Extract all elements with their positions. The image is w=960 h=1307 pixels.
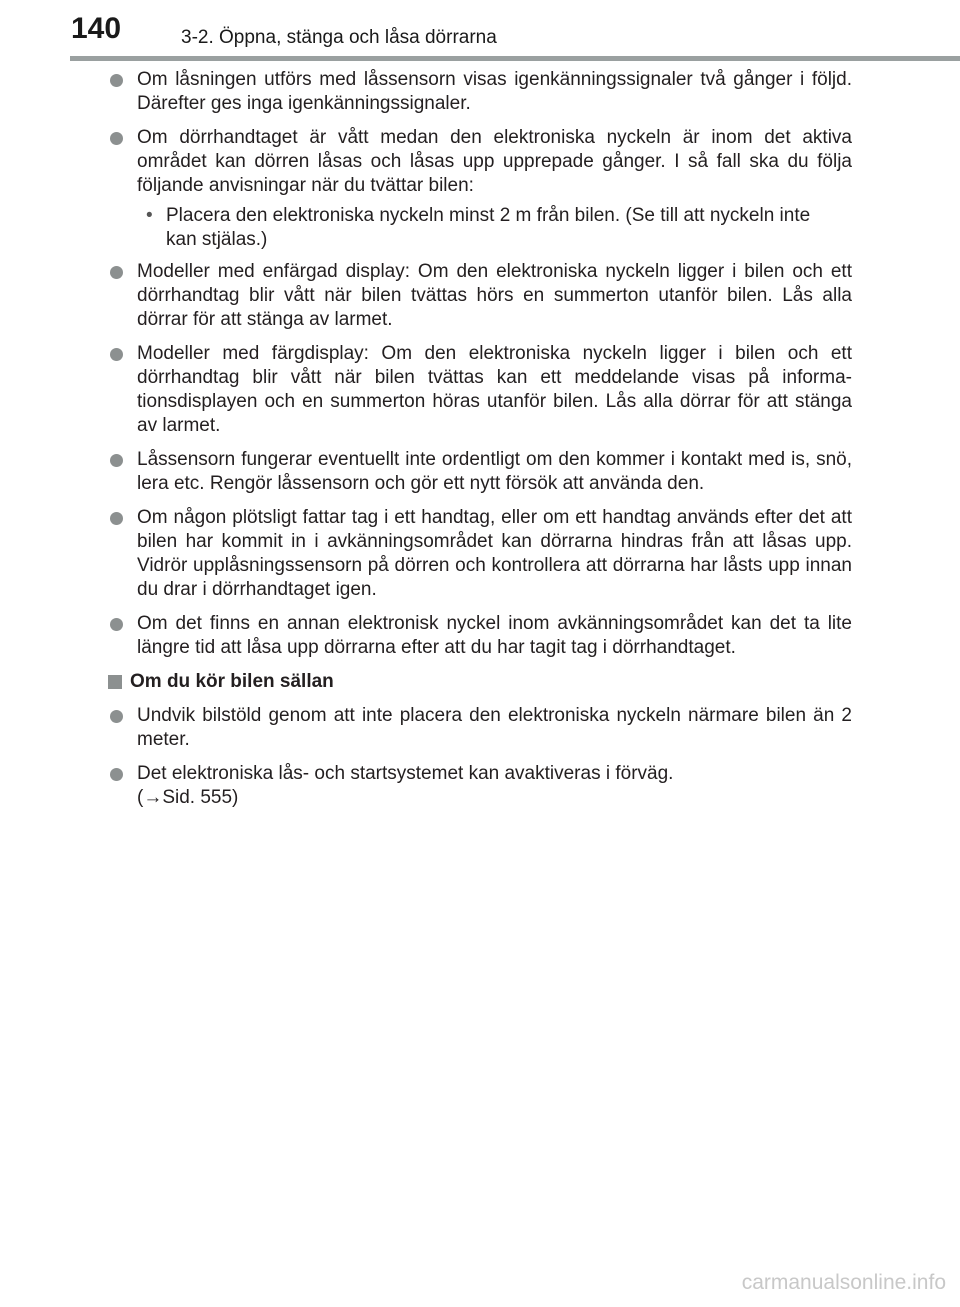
paragraph-text: Låssensorn fungerar eventuellt inte ordentligt om den kommer i kontakt med is, snö, lera etc. Rengör låssensorn och gör ett nytt försök att använda den. [137, 449, 852, 494]
page-number: 140 [71, 12, 122, 45]
watermark: carmanualsonline.info [741, 1271, 946, 1294]
paragraph-text: Om dörrhandtaget är vått medan den elektroniska nyckeln är inom det aktiva området kan dörren låsas och låsas upp upprepade gånger. I så fall ska du följa följande anvisningar när du tvättar bilen: [137, 127, 852, 196]
paragraph-text: Undvik bilstöld genom att inte placera den elektroniska nyckeln närmare bilen än 2 meter. [137, 705, 852, 750]
page-reference: (→Sid. 555) [137, 787, 239, 808]
page-header [0, 0, 960, 62]
bullet-paragraph [110, 342, 852, 438]
bullet-paragraph [110, 762, 852, 810]
section-heading-text: Om du kör bilen sällan [130, 671, 334, 692]
bullet-paragraph [110, 126, 852, 198]
bullet-paragraph [110, 704, 852, 752]
paragraph-text: Det elektroniska lås- och startsystemet kan avaktiveras i förväg. [137, 763, 674, 784]
section-heading [108, 670, 852, 694]
page-content [110, 68, 852, 820]
round-bullet-icon [110, 454, 123, 467]
paragraph-text: Om låsningen utförs med låssensorn visas igenkänningssignaler två gånger i följd. Därefter ges inga igenkänningssignaler. [137, 69, 852, 114]
bullet-paragraph [110, 260, 852, 332]
chapter-title: 3-2. Öppna, stänga och låsa dörrarna [181, 27, 497, 48]
bullet-paragraph [110, 448, 852, 496]
bullet-paragraph [110, 612, 852, 660]
round-bullet-icon [110, 74, 123, 87]
sub-list-item [110, 204, 852, 252]
round-bullet-icon [110, 512, 123, 525]
paragraph-text: Modeller med färgdisplay: Om den elektroniska nyckeln ligger i bilen och ett dörrhandtag blir vått när bilen tvättas kan ett meddelande visas på informationsdisplayen och en summerton höras utanför bilen. Lås alla dörrar för att stänga av larmet. [137, 343, 852, 436]
round-bullet-icon [110, 768, 123, 781]
paragraph-text: Modeller med enfärgad display: Om den elektroniska nyckeln ligger i bilen och ett dörrhandtag blir vått när bilen tvättas hörs en summerton utanför bilen. Lås alla dörrar för att stänga av larmet. [137, 261, 852, 330]
square-bullet-icon [108, 675, 122, 689]
round-bullet-icon [110, 266, 123, 279]
round-bullet-icon [110, 132, 123, 145]
paragraph-text: Om någon plötsligt fattar tag i ett handtag, eller om ett handtag används efter det att bilen har kommit in i avkänningsområdet kan dörrarna hindras från att låsas upp. Vidrör upplåsningssensorn på dörren och kontrollera att dörrarna har låsts upp innan du drar i dörrhandtaget igen. [137, 507, 852, 600]
round-bullet-icon [110, 710, 123, 723]
round-bullet-icon [110, 348, 123, 361]
small-dot-icon: • [146, 205, 153, 226]
bullet-paragraph [110, 68, 852, 116]
header-divider [70, 56, 960, 61]
paragraph-text: Om det finns en annan elektronisk nyckel inom avkänningsområdet kan det ta lite längre tid att låsa upp dörrarna efter att du har tagit tag i dörrhandtaget. [137, 613, 852, 658]
round-bullet-icon [110, 618, 123, 631]
bullet-paragraph [110, 506, 852, 602]
sub-item-text: Placera den elektroniska nyckeln minst 2 m från bilen. (Se till att nyckeln inte kan stjälas.) [166, 205, 811, 250]
